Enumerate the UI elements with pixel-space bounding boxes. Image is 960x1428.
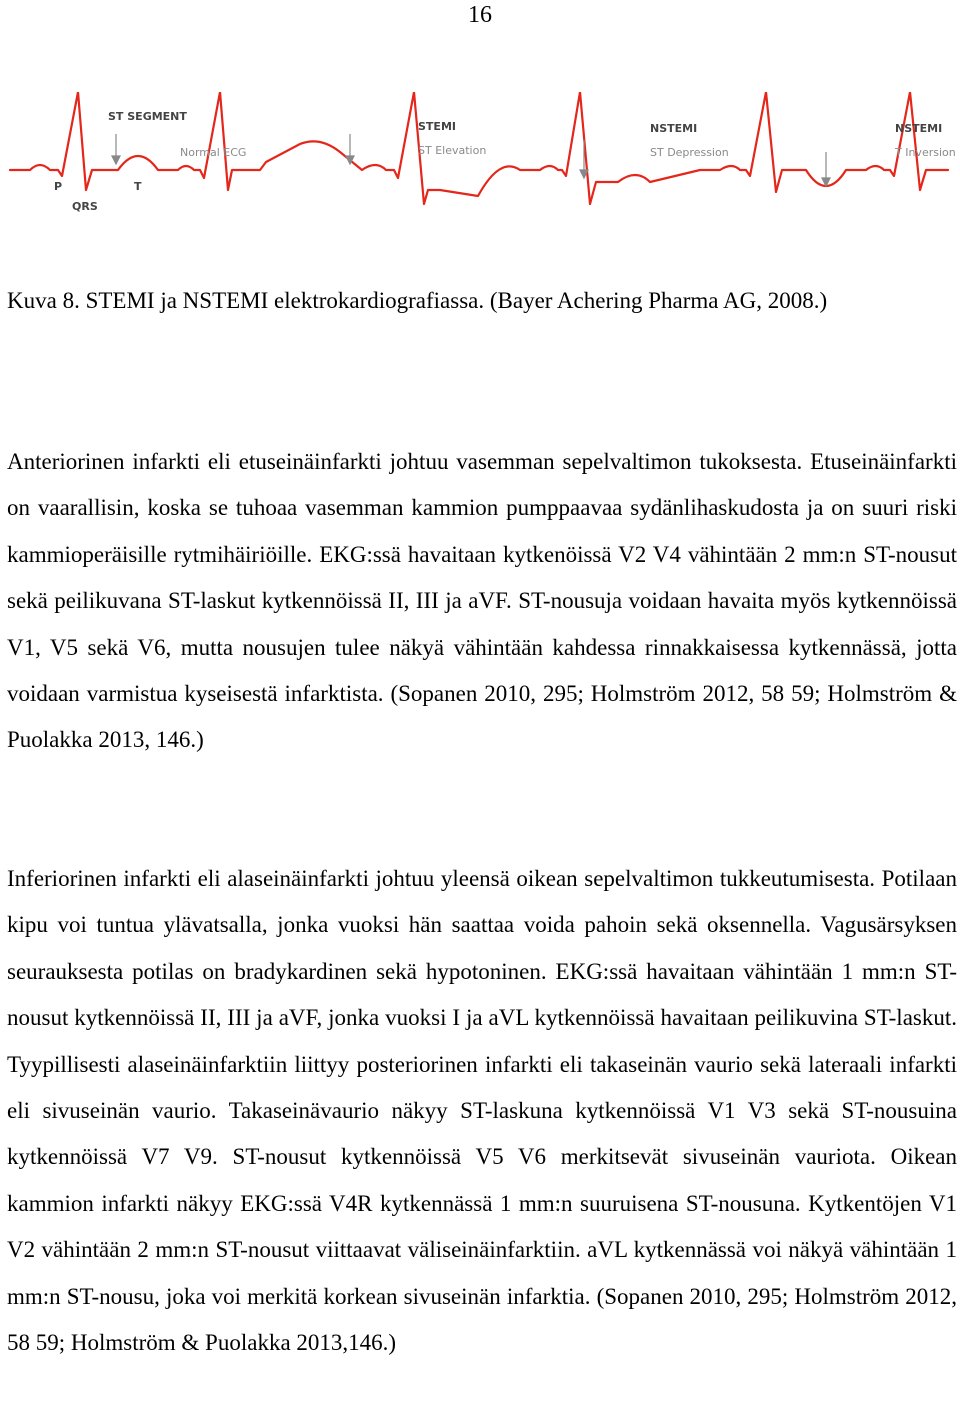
label-nstemi-1: NSTEMI xyxy=(650,122,698,135)
label-nstemi-2: NSTEMI xyxy=(895,122,943,135)
ekg-figure xyxy=(0,92,960,222)
paragraph-anterior: Anteriorinen infarkti eli etuseinäinfarkti johtuu vasemman sepelvaltimon tukoksesta. Etuseinäinfarkti on vaarallisin, koska se tuhoaa vasemman kammion pumppaavaa sydänlihaskudosta ja on suuri riski kammioperäisille rytmihäiriöille. EKG:ssä havaitaan kytkenöissä V2 V4 vähintään 2 mm:n ST-nousut sekä peilikuvana ST-laskut kytkennöissä II, III ja aVF. ST-nousuja voidaan havaita myös kytkennöissä V1, V5 sekä V6, mutta nousujen tulee näkyä vähintään kahdessa rinnakkaisessa kytkennässä, jotta voidaan varmistua kyseisestä infarktista. (Sopanen 2010, 295; Holmström 2012, 58 59; Holmström & Puolakka 2013, 146.) xyxy=(7,449,957,753)
label-normal-ecg: Normal ECG xyxy=(180,146,247,159)
label-p: P xyxy=(54,180,63,193)
label-stemi: STEMI xyxy=(418,120,456,133)
label-st-elevation: ST Elevation xyxy=(418,144,487,157)
label-qrs: QRS xyxy=(72,200,98,213)
page-number: 16 xyxy=(468,2,492,28)
label-t: T xyxy=(134,180,142,193)
paragraph-inferior: Inferiorinen infarkti eli alaseinäinfarkti johtuu yleensä oikean sepelvaltimon tukkeutumisesta. Potilaan kipu voi tuntua ylävatsalla, jonka vuoksi hän saattaa voida pahoin sekä oksennella. Vagusärsyksen seurauksesta potilas on bradykardinen sekä hypotoninen. EKG:ssä havaitaan vähintään 1 mm:n ST-nousut kytkennöissä II, III ja aVF, jonka vuoksi I ja aVL kytkennöissä havaitaan peilikuvina ST-laskut. Tyypillisesti alaseinäinfarktiin liittyy posteriorinen infarkti eli takaseinän vaurio sekä lateraali infarkti eli sivuseinän vaurio. Takaseinävaurio näkyy ST-laskuna kytkennöissä V1 V3 sekä ST-nousuina kytkennöissä V7 V9. ST-nousut kytkennöissä V5 V6 merkitsevät sivuseinän vauriota. Oikean kammion infarkti näkyy EKG:ssä V4R kytkennässä 1 mm:n suuruisena ST-nousuna. Kytkentöjen V1 V2 vähintään 2 mm:n ST-nousut viittaavat väliseinäinfarktiin. aVL kytkennässä voi näkyä vähintään 1 mm:n ST-nousu, joka voi merkitä korkean sivuseinän infarktia. (Sopanen 2010, 295; Holmström 2012, 58 59; Holmström & Puolakka 2013,146.) xyxy=(7,866,957,1356)
figure-caption: Kuva 8. STEMI ja NSTEMI elektrokardiografiassa. (Bayer Achering Pharma AG, 2008.) xyxy=(7,288,828,313)
label-st-segment: ST SEGMENT xyxy=(108,110,187,123)
label-st-depression: ST Depression xyxy=(650,146,729,159)
label-t-inversion: T Inversion xyxy=(895,146,956,159)
